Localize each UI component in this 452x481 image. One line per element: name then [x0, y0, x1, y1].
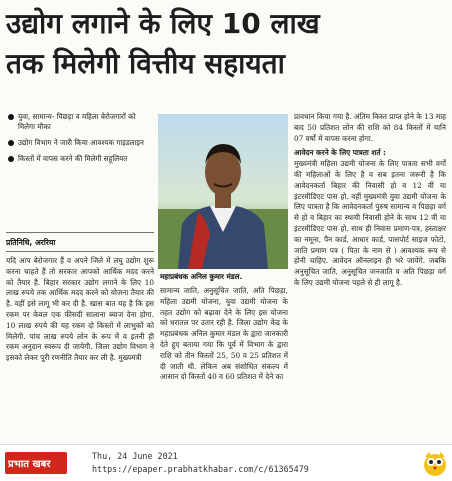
column-3-intro: प्रावधान किया गया है. अंतिम किस्त प्राप्त होने के 13 माह बाद 50 प्रतिशत लोन की राशि को 84 किस्तों में यानि 07 वर्षों में वापस करना होगा. — [294, 112, 446, 143]
highlight-item: उद्योग विभाग ने जारी किया आवश्यक गाइडलाइन — [6, 138, 152, 148]
eligibility-subhead: आवेदन करने के लिए पात्रता शर्त : — [294, 148, 386, 158]
bullet-icon — [8, 114, 14, 120]
bullet-icon — [8, 156, 14, 162]
headline — [6, 4, 446, 84]
epaper-url[interactable]: https://epaper.prabhatkhabar.com/c/61365479 — [92, 464, 309, 474]
prabhat-khabar-logo — [5, 452, 67, 474]
article-column-2 — [160, 286, 288, 442]
divider — [6, 251, 154, 252]
headline-line-1: उद्योग लगाने के लिए 10 लाख — [6, 7, 320, 40]
column-3-text: मुख्यमंत्री महिला उद्यमी योजना के लिए पात्रता सभी वर्गों की महिलाओं के लिए है व सब इतना जरूरी है कि आवेदनकर्ता बिहार की निवासी हो व 12 वीं या इंटरमीडिएट पास हो. वहीं मुख्यमंत्री युवा उद्यमी योजना के लिए पात्रता है कि आवेदनकर्ता पुरुष सामान्य व पिछड़ा वर्ग से हो व बिहार का स्थायी निवासी होने के साथ 12 वीं या इंटरमीडिएट पास हो. साथ ही निवास प्रमाण-पत्र, हस्ताक्षर का नमूना, पैन कार्ड, आधार कार्ड, पासपोर्ट साइज फोटो, जाति प्रमाण पत्र ( पिता के नाम से ) आवश्यक रूप से होनी चाहिए. आवेदन ऑनलाइन ही भरे जायेंगे. जबकि अनुसूचित जाति, अनुसूचित जनजाति व अति पिछड़ा वर्ग के लिए उद्यमी योजना पहले से ही लागू है. — [294, 159, 446, 287]
divider — [6, 232, 154, 233]
article-column-3 — [294, 112, 446, 442]
logo-text: प्रभात खबर — [8, 459, 51, 470]
column-1-text: यदि आप बेरोजगार हैं व अपने जिले में लघु उद्योग शुरू करना चाहते हैं तो सरकार आपको आर्थिक मदद करने को तैयार है. बिहार सरकार उद्योग लगाने के लिए 10 लाख रुपये तक आर्थिक मदद करने को योजना तैयार की है. वहीं इसे लागू भी कर दी है. खास बात यह है कि इस रकम पर केवल एक फीसदी सालाना ब्याज देना होगा. 10 लाख रुपये की यह रकम दो किस्तों में लाभुकों को मिलेगी. पांच लाख रुपये लोन के रूप में व इतनी ही रकम अनुदान स्वरूप दी जायेगी. जिला उद्योग विभाग ने इसको लेकर पूरी रणनीति तैयार कर ली है. मुख्यमंत्री — [6, 256, 154, 363]
epaper-footer — [0, 444, 452, 481]
headline-line-2: तक मिलेगी वित्तीय सहायता — [6, 47, 285, 80]
bullet-icon — [8, 140, 14, 146]
portrait-photo — [158, 114, 288, 269]
article-column-1 — [6, 256, 154, 442]
highlight-item: युवा, सामान्य- पिछड़ा व महिला बेरोजगारों को मिलेगा मौका — [6, 112, 152, 132]
column-2-text: सामान्य जाति, अनुसूचित जाति, अति पिछड़ा, महिला उद्यमी योजना, युवा उद्यमी योजना के तहत उद्योग को बढ़ावा देने के लिए इस योजना को धरातल पर उतार रही है. जिला उद्योग केंद्र के महाप्रबंधक अनिल कुमार मंडल के द्वारा जानकारी देते हुए बताया गया कि पूर्व में विभाग के द्वारा राशि को तीन किस्तों 25, 50 व 25 प्रतिशत में दी जाती थी. लेकिन अब संशोधित संकल्प में आसान दो किस्तों 40 व 60 प्रतिशत में देने का — [160, 286, 288, 382]
owl-mascot-icon — [422, 449, 448, 477]
person-illustration — [158, 114, 288, 269]
publication-date: Thu, 24 June 2021 — [92, 451, 178, 461]
byline: प्रतिनिधि, अररिया — [6, 238, 56, 247]
highlight-item: किस्तों में वापस करने की मिलेगी सहूलियत — [6, 154, 152, 164]
highlights-list — [6, 112, 152, 170]
photo-caption: महाप्रबंधक अनिल कुमार मंडल. — [160, 272, 243, 281]
